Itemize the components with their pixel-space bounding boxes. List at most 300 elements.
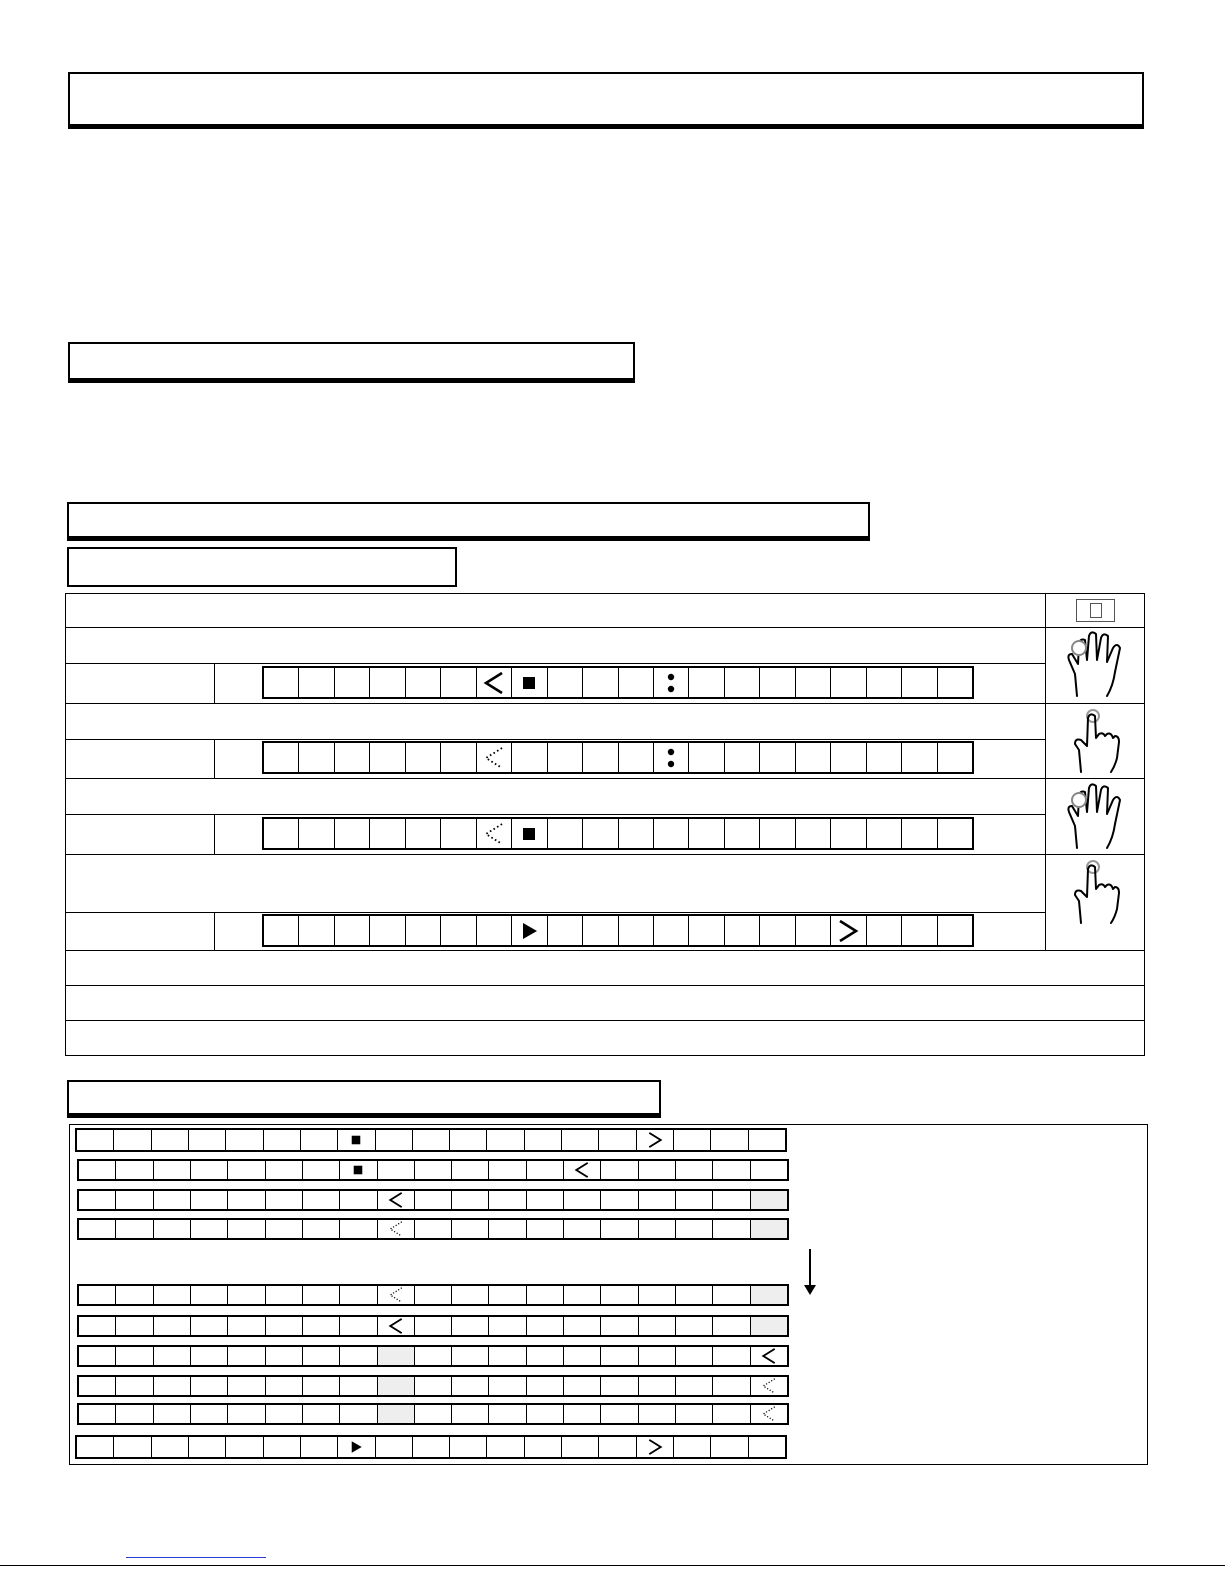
strip-cell	[512, 819, 547, 848]
strip-cell	[512, 743, 547, 772]
strip-cell	[713, 1191, 750, 1209]
dotted-less-than-icon	[759, 1404, 779, 1424]
strip-cell	[676, 1317, 713, 1335]
strip-cell	[601, 1347, 638, 1365]
strip-cell	[512, 668, 547, 697]
strip-cell	[228, 1286, 265, 1304]
strip-cell	[116, 1347, 153, 1365]
strip-cell	[452, 1161, 489, 1179]
strip-cell	[751, 1317, 787, 1335]
strip-cell	[191, 1405, 228, 1423]
strip-cell	[415, 1191, 452, 1209]
strip-cell	[751, 1161, 787, 1179]
sequence-strip-6	[77, 1315, 789, 1337]
strip-cell	[450, 1437, 487, 1457]
strip-cell	[301, 1437, 338, 1457]
strip-cell	[450, 1130, 487, 1150]
strip-cell	[562, 1130, 599, 1150]
dotted-less-than-icon	[480, 820, 508, 848]
strip-cell	[116, 1405, 153, 1423]
strip-cell	[601, 1286, 638, 1304]
strip-cell	[378, 1317, 415, 1335]
strip-cell	[114, 1130, 151, 1150]
strip-cell	[676, 1161, 713, 1179]
sequence-strip-9	[77, 1403, 789, 1425]
strip-cell	[376, 1437, 413, 1457]
dotted-less-than-icon	[480, 744, 508, 772]
colon-icon	[657, 669, 685, 697]
strip-cell	[713, 1286, 750, 1304]
strip-cell	[527, 1405, 564, 1423]
strip-cell	[116, 1220, 153, 1238]
strip-cell	[301, 1130, 338, 1150]
square-icon	[515, 669, 543, 697]
strip-cell	[303, 1191, 340, 1209]
strip-cell	[601, 1377, 638, 1395]
strip-cell	[564, 1286, 601, 1304]
strip-cell	[441, 819, 476, 848]
strip-cell	[228, 1347, 265, 1365]
footer-link[interactable]	[126, 1557, 266, 1558]
strip-cell	[654, 743, 689, 772]
strip-cell	[266, 1286, 303, 1304]
strip-cell	[489, 1286, 526, 1304]
strip-cell	[303, 1405, 340, 1423]
strip-cell	[725, 743, 760, 772]
strip-cell	[713, 1220, 750, 1238]
strip-cell	[116, 1286, 153, 1304]
strip-cell	[751, 1220, 787, 1238]
strip-cell	[116, 1161, 153, 1179]
main-heading-box	[68, 342, 635, 380]
strip-cell	[751, 1405, 787, 1423]
strip-cell	[527, 1377, 564, 1395]
strip-cell	[938, 668, 972, 697]
strip-cell	[689, 916, 724, 945]
colon-icon	[657, 744, 685, 772]
strip-cell	[713, 1405, 750, 1423]
strip-cell	[564, 1347, 601, 1365]
strip-cell	[725, 916, 760, 945]
strip-cell	[601, 1161, 638, 1179]
strip-cell	[676, 1405, 713, 1423]
strip-cell	[689, 743, 724, 772]
strip-cell	[452, 1405, 489, 1423]
strip-cell	[441, 743, 476, 772]
strip-cell	[303, 1220, 340, 1238]
strip-cell	[527, 1191, 564, 1209]
strip-cell	[527, 1286, 564, 1304]
strip-cell	[228, 1161, 265, 1179]
strip-cell	[452, 1317, 489, 1335]
sequence-strip-10	[75, 1435, 787, 1459]
strip-cell	[639, 1220, 676, 1238]
strip-cell	[378, 1405, 415, 1423]
strip-cell	[406, 916, 441, 945]
strip-cell	[619, 668, 654, 697]
strip-cell	[654, 668, 689, 697]
strip-cell	[266, 1405, 303, 1423]
strip-cell	[299, 819, 334, 848]
less-than-icon	[480, 669, 508, 697]
strip-cell	[676, 1347, 713, 1365]
strip-cell	[415, 1377, 452, 1395]
strip-cell	[867, 743, 902, 772]
strip-cell	[79, 1161, 116, 1179]
strip-cell	[674, 1437, 711, 1457]
dotted-less-than-icon	[386, 1219, 406, 1239]
strip-cell	[760, 916, 795, 945]
strip-cell	[562, 1437, 599, 1457]
strip-cell	[751, 1191, 787, 1209]
less-than-icon	[386, 1316, 406, 1336]
strip-cell	[370, 668, 405, 697]
strip-cell	[639, 1405, 676, 1423]
dotted-less-than-icon	[386, 1285, 406, 1305]
strip-cell	[564, 1191, 601, 1209]
strip-cell	[441, 668, 476, 697]
strip-cell	[340, 1405, 377, 1423]
strip-cell	[489, 1347, 526, 1365]
strip-cell	[228, 1377, 265, 1395]
square-icon	[515, 820, 543, 848]
strip-cell	[226, 1437, 263, 1457]
section2-subheading-box	[67, 547, 457, 587]
strip-cell	[79, 1347, 116, 1365]
open-hand-icon	[1063, 782, 1125, 852]
strip-cell	[264, 819, 299, 848]
strip-cell	[796, 819, 831, 848]
page-title-box	[68, 72, 1144, 126]
strip-cell	[335, 743, 370, 772]
greater-than-icon	[645, 1130, 665, 1150]
strip-cell	[154, 1220, 191, 1238]
strip-cell	[751, 1347, 787, 1365]
strip-cell	[406, 668, 441, 697]
strip-cell	[489, 1220, 526, 1238]
strip-cell	[676, 1377, 713, 1395]
strip-cell	[601, 1191, 638, 1209]
strip-cell	[689, 819, 724, 848]
strip-cell	[299, 916, 334, 945]
strip-cell	[340, 1161, 377, 1179]
strip-cell	[266, 1317, 303, 1335]
strip-cell	[831, 743, 866, 772]
strip-cell	[637, 1437, 674, 1457]
strip-cell	[477, 743, 512, 772]
strip-cell	[751, 1286, 787, 1304]
pointing-hand-icon	[1073, 859, 1123, 925]
strip-cell	[713, 1161, 750, 1179]
strip-cell	[79, 1317, 116, 1335]
strip-cell	[376, 1130, 413, 1150]
strip-cell	[619, 916, 654, 945]
strip-cell	[654, 916, 689, 945]
strip-cell	[564, 1317, 601, 1335]
strip-cell	[867, 668, 902, 697]
strip-cell	[79, 1405, 116, 1423]
strip-cell	[303, 1161, 340, 1179]
strip-cell	[487, 1437, 524, 1457]
strip-cell	[116, 1377, 153, 1395]
strip-cell	[902, 743, 937, 772]
strip-cell	[406, 819, 441, 848]
strip-cell	[938, 743, 972, 772]
strip-cell	[413, 1437, 450, 1457]
strip-cell	[938, 916, 972, 945]
strip-cell	[525, 1437, 562, 1457]
strip-cell	[191, 1191, 228, 1209]
strip-cell	[796, 743, 831, 772]
pointing-hand-icon	[1073, 708, 1123, 774]
section2-heading-box	[67, 502, 870, 538]
strip-cell	[639, 1161, 676, 1179]
strip-cell	[338, 1130, 375, 1150]
strip-cell	[452, 1220, 489, 1238]
strip-cell	[340, 1191, 377, 1209]
strip-cell	[152, 1437, 189, 1457]
strip-cell	[639, 1377, 676, 1395]
strip-cell	[749, 1130, 785, 1150]
square-icon	[346, 1130, 366, 1150]
strip-cell	[599, 1130, 636, 1150]
strip-cell	[264, 916, 299, 945]
strip-cell	[370, 819, 405, 848]
strip-cell	[266, 1347, 303, 1365]
strip-cell	[487, 1130, 524, 1150]
strip-cell	[266, 1377, 303, 1395]
play-icon	[346, 1437, 366, 1457]
strip-cell	[548, 668, 583, 697]
strip-cell	[867, 916, 902, 945]
strip-cell	[191, 1220, 228, 1238]
strip-cell	[548, 819, 583, 848]
strip-cell	[189, 1130, 226, 1150]
checkbox-icon	[1076, 599, 1115, 622]
strip-cell	[264, 743, 299, 772]
strip-cell	[751, 1377, 787, 1395]
strip-cell	[116, 1317, 153, 1335]
strip-cell	[335, 668, 370, 697]
strip-cell	[902, 916, 937, 945]
strip-cell	[154, 1191, 191, 1209]
strip-cell	[413, 1130, 450, 1150]
strip-cell	[725, 668, 760, 697]
strip-cell	[340, 1220, 377, 1238]
strip-cell	[489, 1161, 526, 1179]
strip-cell	[191, 1317, 228, 1335]
strip-cell	[303, 1377, 340, 1395]
strip-cell	[189, 1437, 226, 1457]
strip-cell	[77, 1437, 114, 1457]
strip-cell	[601, 1220, 638, 1238]
strip-cell	[689, 668, 724, 697]
less-than-icon	[572, 1160, 592, 1180]
strip-cell	[452, 1377, 489, 1395]
strip-cell	[415, 1405, 452, 1423]
strip-cell	[264, 1130, 301, 1150]
strip-cell	[266, 1220, 303, 1238]
strip-cell	[548, 743, 583, 772]
strip-cell	[796, 916, 831, 945]
strip-cell	[489, 1317, 526, 1335]
strip-cell	[441, 916, 476, 945]
strip-cell	[583, 916, 618, 945]
display-strip-step1	[262, 666, 974, 699]
display-strip-step2	[262, 741, 974, 774]
strip-cell	[831, 668, 866, 697]
strip-cell	[266, 1161, 303, 1179]
strip-cell	[77, 1130, 114, 1150]
strip-cell	[370, 743, 405, 772]
strip-cell	[749, 1437, 785, 1457]
display-strip-step4	[262, 914, 974, 947]
strip-cell	[154, 1405, 191, 1423]
strip-cell	[378, 1161, 415, 1179]
strip-cell	[601, 1405, 638, 1423]
strip-cell	[713, 1317, 750, 1335]
strip-cell	[676, 1220, 713, 1238]
strip-cell	[415, 1286, 452, 1304]
strip-cell	[938, 819, 972, 848]
strip-cell	[79, 1191, 116, 1209]
down-arrow-icon	[801, 1247, 819, 1297]
strip-cell	[564, 1161, 601, 1179]
strip-cell	[299, 743, 334, 772]
strip-cell	[619, 819, 654, 848]
strip-cell	[154, 1377, 191, 1395]
strip-cell	[335, 916, 370, 945]
strip-cell	[191, 1161, 228, 1179]
strip-cell	[831, 916, 866, 945]
strip-cell	[599, 1437, 636, 1457]
strip-cell	[639, 1191, 676, 1209]
page-bottom-rule	[0, 1565, 1225, 1566]
play-icon	[515, 917, 543, 945]
strip-cell	[152, 1130, 189, 1150]
strip-cell	[639, 1347, 676, 1365]
display-strip-step3	[262, 817, 974, 850]
strip-cell	[796, 668, 831, 697]
strip-cell	[154, 1347, 191, 1365]
strip-cell	[228, 1220, 265, 1238]
strip-cell	[378, 1220, 415, 1238]
strip-cell	[489, 1405, 526, 1423]
strip-cell	[711, 1130, 748, 1150]
strip-cell	[713, 1347, 750, 1365]
strip-cell	[79, 1220, 116, 1238]
strip-cell	[340, 1286, 377, 1304]
strip-cell	[527, 1161, 564, 1179]
strip-cell	[303, 1317, 340, 1335]
strip-cell	[583, 743, 618, 772]
strip-cell	[370, 916, 405, 945]
less-than-icon	[386, 1190, 406, 1210]
strip-cell	[601, 1317, 638, 1335]
strip-cell	[639, 1286, 676, 1304]
strip-cell	[406, 743, 441, 772]
sequence-strip-4	[77, 1218, 789, 1240]
section3-heading-box	[67, 1080, 661, 1115]
strip-cell	[378, 1286, 415, 1304]
strip-cell	[654, 819, 689, 848]
strip-cell	[154, 1161, 191, 1179]
strip-cell	[867, 819, 902, 848]
greater-than-icon	[834, 917, 862, 945]
strip-cell	[527, 1220, 564, 1238]
strip-cell	[760, 668, 795, 697]
strip-cell	[228, 1317, 265, 1335]
strip-cell	[226, 1130, 263, 1150]
strip-cell	[619, 743, 654, 772]
strip-cell	[548, 916, 583, 945]
strip-cell	[228, 1191, 265, 1209]
strip-cell	[489, 1377, 526, 1395]
strip-cell	[303, 1286, 340, 1304]
strip-cell	[191, 1286, 228, 1304]
strip-cell	[676, 1191, 713, 1209]
strip-cell	[564, 1405, 601, 1423]
strip-cell	[760, 819, 795, 848]
strip-cell	[191, 1377, 228, 1395]
strip-cell	[415, 1220, 452, 1238]
strip-cell	[831, 819, 866, 848]
strip-cell	[902, 668, 937, 697]
greater-than-icon	[645, 1437, 665, 1457]
strip-cell	[266, 1191, 303, 1209]
strip-cell	[564, 1377, 601, 1395]
dotted-less-than-icon	[759, 1376, 779, 1396]
strip-cell	[378, 1191, 415, 1209]
strip-cell	[415, 1161, 452, 1179]
strip-cell	[564, 1220, 601, 1238]
strip-cell	[114, 1437, 151, 1457]
strip-cell	[340, 1317, 377, 1335]
strip-cell	[525, 1130, 562, 1150]
strip-cell	[583, 668, 618, 697]
strip-cell	[378, 1347, 415, 1365]
sequence-strip-1	[75, 1128, 787, 1152]
strip-cell	[340, 1347, 377, 1365]
strip-cell	[452, 1191, 489, 1209]
sequence-strip-2	[77, 1159, 789, 1181]
strip-cell	[415, 1317, 452, 1335]
strip-cell	[264, 668, 299, 697]
sequence-strip-7	[77, 1345, 789, 1367]
strip-cell	[191, 1347, 228, 1365]
strip-cell	[228, 1405, 265, 1423]
strip-cell	[725, 819, 760, 848]
sequence-strip-3	[77, 1189, 789, 1211]
strip-cell	[264, 1437, 301, 1457]
strip-cell	[527, 1317, 564, 1335]
strip-cell	[760, 743, 795, 772]
sequence-strip-8	[77, 1375, 789, 1397]
strip-cell	[711, 1437, 748, 1457]
strip-cell	[674, 1130, 711, 1150]
strip-cell	[527, 1347, 564, 1365]
strip-cell	[378, 1377, 415, 1395]
strip-cell	[452, 1286, 489, 1304]
strip-cell	[583, 819, 618, 848]
open-hand-icon	[1063, 630, 1125, 700]
less-than-icon	[759, 1346, 779, 1366]
strip-cell	[340, 1377, 377, 1395]
strip-cell	[676, 1286, 713, 1304]
strip-cell	[154, 1317, 191, 1335]
strip-cell	[299, 668, 334, 697]
strip-cell	[639, 1317, 676, 1335]
